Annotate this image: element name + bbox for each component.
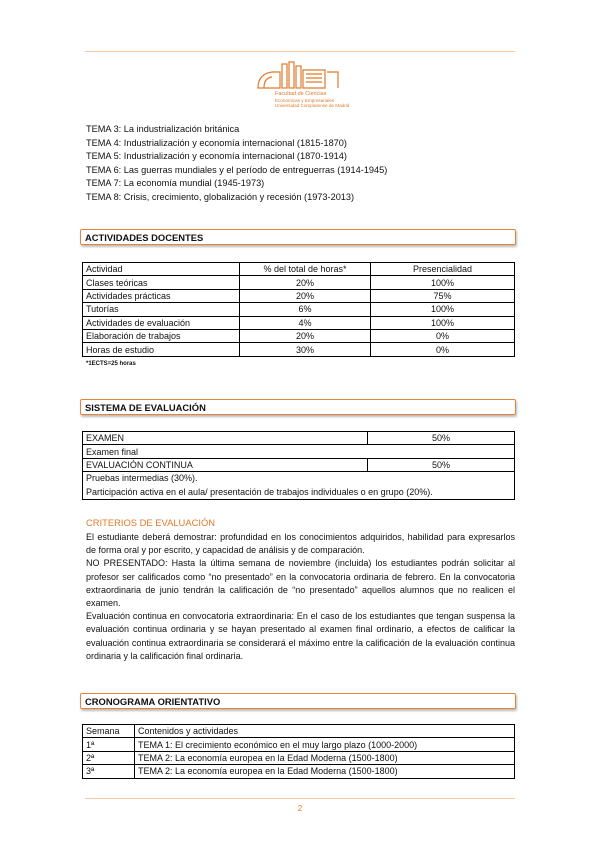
- table-row: [83, 276, 515, 289]
- table-row: [83, 751, 515, 764]
- cronograma-table: [82, 724, 515, 779]
- table-cell: Actividades prácticas: [83, 289, 240, 302]
- criterios-body: [86, 531, 515, 663]
- table-row: [83, 445, 515, 458]
- table-row: [83, 329, 515, 342]
- table-cell: 0%: [371, 343, 515, 356]
- section-actividades: [80, 229, 516, 245]
- table-cell: 100%: [371, 303, 515, 316]
- table-cell: 0%: [371, 329, 515, 342]
- faculty-logo: [250, 58, 350, 118]
- section-title: SISTEMA DE EVALUACIÓN: [85, 402, 206, 413]
- table-row: [83, 738, 515, 751]
- ects-note: *1ECTS=25 horas: [86, 361, 136, 367]
- table-cell: TEMA 2: La economía europea en la Edad Moderna (1500-1800): [135, 765, 515, 778]
- tema-item: TEMA 3: La industrialización británica: [86, 124, 240, 134]
- table-cell: 20%: [240, 276, 371, 289]
- table-cell: 50%: [368, 458, 515, 471]
- table-row: [83, 458, 515, 471]
- table-cell: [83, 472, 515, 500]
- table-row: [83, 765, 515, 778]
- paragraph: El estudiante deberá demostrar: profundidad en los conocimientos adquiridos, habilidad para expresarlos de forma oral y por escrito, y capacidad de análisis y de comparación.: [86, 532, 515, 556]
- table-row: [83, 303, 515, 316]
- table-cell: Actividades de evaluación: [83, 316, 240, 329]
- table-cell: 50%: [368, 432, 515, 445]
- table-cell: 1ª: [83, 738, 135, 751]
- table-cell: TEMA 2: La economía europea en la Edad Moderna (1500-1800): [135, 751, 515, 764]
- table-cell: EXAMEN: [83, 432, 368, 445]
- table-cell: Clases teóricas: [83, 276, 240, 289]
- table-cell: Tutorías: [83, 303, 240, 316]
- section-title: ACTIVIDADES DOCENTES: [85, 232, 204, 243]
- table-header-cell: Presencialidad: [371, 263, 515, 276]
- evaluacion-table: [82, 431, 515, 500]
- tema-item: TEMA 6: Las guerras mundiales y el período de entreguerras (1914-1945): [86, 164, 388, 175]
- table-cell: 75%: [371, 289, 515, 302]
- table-header-row: [83, 263, 515, 276]
- header-rule: [85, 51, 515, 52]
- table-row: [83, 289, 515, 302]
- tema-item: TEMA 5: Industrialización y economía internacional (1870-1914): [86, 151, 347, 162]
- table-cell: 30%: [240, 343, 371, 356]
- table-row: [83, 316, 515, 329]
- table-header-cell: % del total de horas*: [240, 263, 371, 276]
- paragraph: NO PRESENTADO: Hasta la última semana de noviembre (incluida) los estudiantes podrán solicitar al profesor ser calificados como “no presentado” en la convocatoria ordinaria de febrero. En la convocatoria extraordinaria de junio tendrán la calificación de “no presentado” aquellos alumnos que no realicen el examen.: [86, 558, 515, 609]
- table-cell: TEMA 1: El crecimiento económico en el muy largo plazo (1000-2000): [135, 738, 515, 751]
- table-row: [83, 472, 515, 500]
- page-number: 2: [297, 804, 303, 813]
- footer-rule: [85, 798, 515, 799]
- table-cell: Elaboración de trabajos: [83, 329, 240, 342]
- table-header-cell: Actividad: [83, 263, 240, 276]
- table-cell: 4%: [240, 316, 371, 329]
- table-cell: 100%: [371, 316, 515, 329]
- table-header-cell: Contenidos y actividades: [135, 725, 515, 738]
- section-title: CRONOGRAMA ORIENTATIVO: [85, 696, 221, 707]
- table-cell: 20%: [240, 289, 371, 302]
- section-evaluacion: [80, 399, 516, 415]
- section-cronograma: [80, 693, 516, 709]
- table-header-row: [83, 725, 515, 738]
- criterios-title: CRITERIOS DE EVALUACIÓN: [86, 517, 216, 528]
- table-cell: Horas de estudio: [83, 343, 240, 356]
- table-cell: 100%: [371, 276, 515, 289]
- tema-item: TEMA 7: La economía mundial (1945-1973): [86, 178, 265, 189]
- table-cell: 6%: [240, 303, 371, 316]
- table-cell: 2ª: [83, 751, 135, 764]
- table-cell: EVALUACIÓN CONTINUA: [83, 458, 368, 471]
- tema-item: TEMA 8: Crisis, crecimiento, globalización y recesión (1973-2013): [86, 191, 355, 202]
- temas-list: [86, 123, 387, 205]
- table-row: [83, 432, 515, 445]
- logo-line: Universidad Complutense de Madrid: [275, 103, 350, 109]
- table-cell: 3ª: [83, 765, 135, 778]
- table-header-cell: Semana: [83, 725, 135, 738]
- tema-item: TEMA 4: Industrialización y economía internacional (1815-1870): [86, 137, 347, 148]
- table-cell: 20%: [240, 329, 371, 342]
- logo-line: Facultad de Ciencias: [275, 91, 327, 97]
- cell-line: Participación activa en el aula/ presentación de trabajos individuales o en grupo (20%).: [86, 486, 433, 497]
- logo-line: Económicas y Empresariales: [275, 97, 335, 103]
- paragraph: Evaluación continua en convocatoria extraordinaria: En el caso de los estudiantes que tengan suspensa la evaluación continua ordinaria y se hayan presentado al examen final ordinario, a efectos de calificar la evaluación continua extraordinaria se considerará el máximo entre la calificación de la evaluación continua ordinaria y la calificación final ordinaria.: [86, 611, 515, 661]
- table-cell: Examen final: [83, 445, 515, 458]
- table-row: [83, 343, 515, 356]
- actividades-table: [82, 262, 515, 357]
- cell-line: Pruebas intermedias (30%).: [86, 473, 198, 484]
- logo-caption: [275, 92, 355, 109]
